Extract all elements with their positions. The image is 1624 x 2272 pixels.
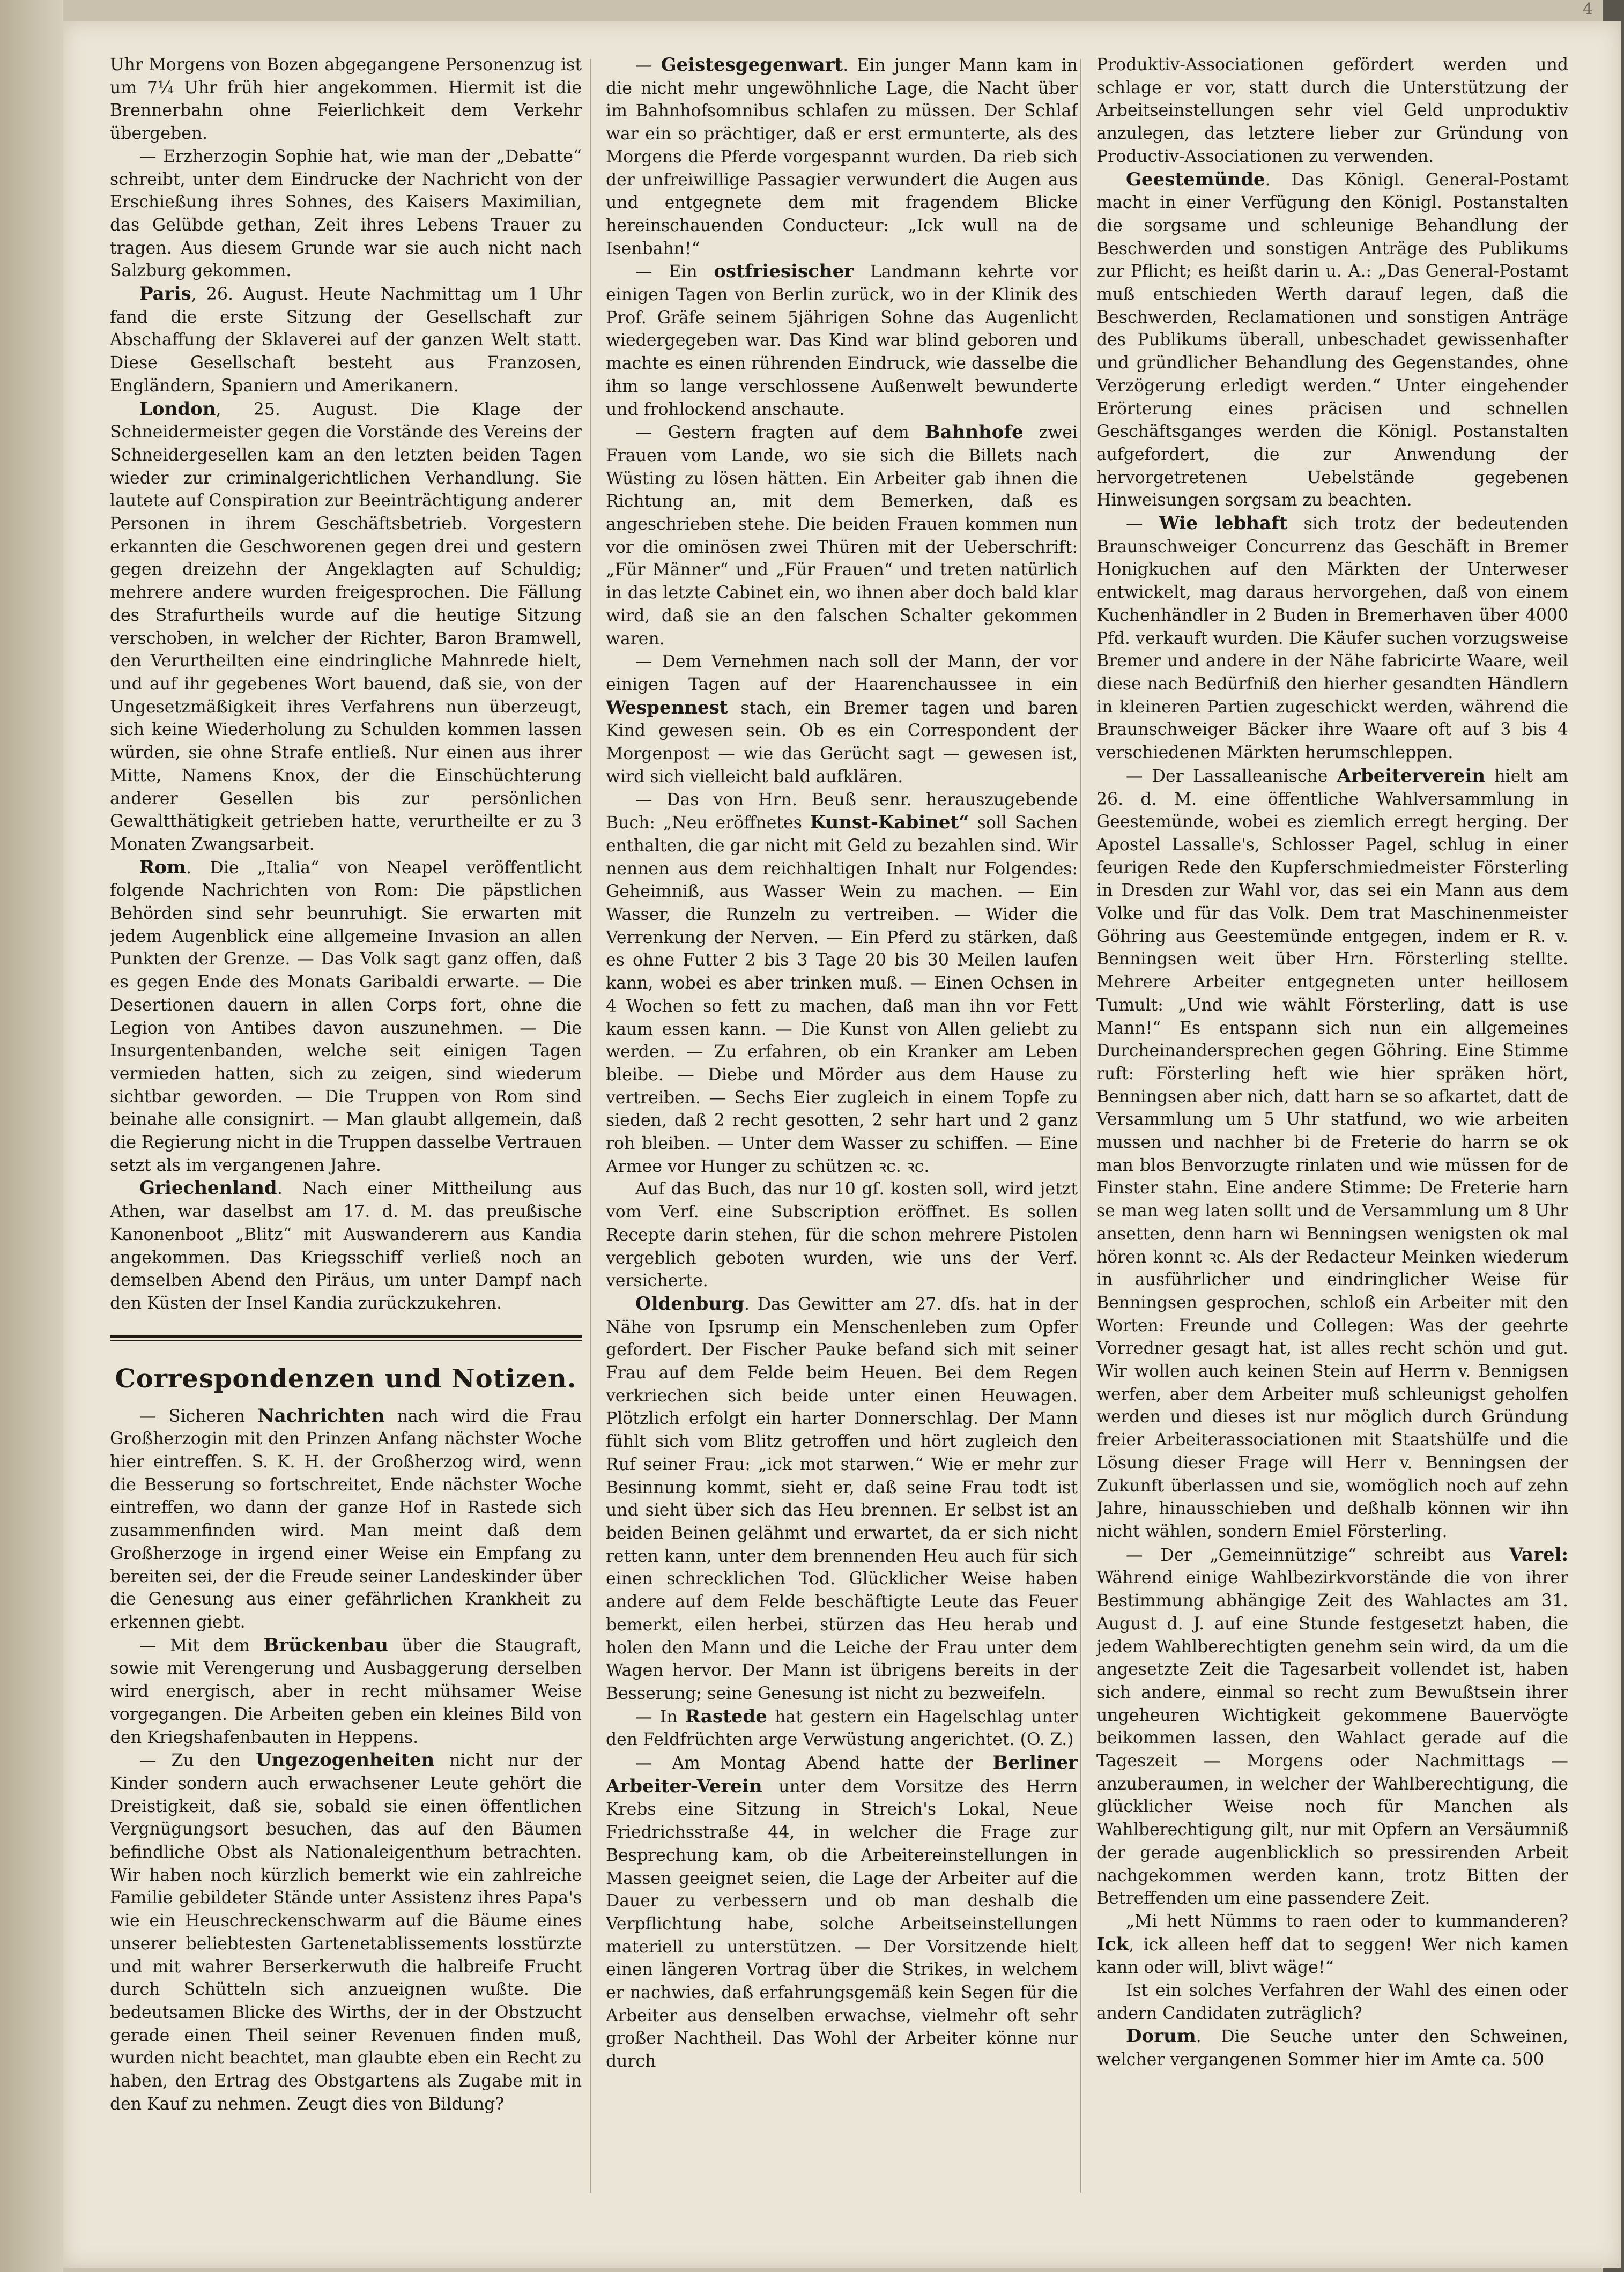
- article-dateline: Geestemünde: [1126, 168, 1265, 190]
- article-paragraph: Paris, 26. August. Heute Nachmittag um 1 Uhr fand die erste Sitzung der Gesellschaft zur Abschaffung der Sklaverei auf der ganzen Welt statt. Diese Gesellschaft besteht aus Franzosen, Engländern, Spaniern und Amerikanern.: [110, 283, 582, 396]
- article-paragraph: — Wie lebhaft sich trotz der bedeutenden Braunschweiger Concurrenz das Geschäft in Bremer Honigkuchen auf den Märkten der Unterweser entwickelt, mag daraus hervorgehen, daß von einem Kuchenhändler in 2 Buden in Bremerhaven über 4000 Pfd. verkauft wurden. Die Käufer suchen vorzugsweise Bremer und andere in der Nähe fabricirte Waare, weil diese nach Bedürfniß den hierher gesandten Händlern in kleineren Partien zugeschickt werden, während die Braunschweiger Bäcker ihre Waare oft auf 3 bis 4 verschiedenen Märkten herumschleppen.: [1096, 513, 1568, 763]
- article-paragraph: — Mit dem Brückenbau über die Staugraft, sowie mit Verengerung und Ausbaggerung derselben wird energisch, aber in recht mühsamer Weise vorgegangen. Die Arbeiten geben ein kleines Bild von den Kriegshafenbauten in Heppens.: [110, 1634, 582, 1747]
- article-dateline: Paris: [139, 283, 191, 305]
- column-3-articles: [1096, 54, 1568, 2071]
- article-paragraph: London, 25. August. Die Klage der Schneidermeister gegen die Vorstände des Vereins der Schneidergesellen kam an den letzten beiden Tagen wieder zur criminalgerichtlichen Verhandlung. Sie lautete auf Conspiration zur Beeinträchtigung anderer Personen in ihrem Geschäftsbetrieb. Vorgestern erkannten die Geschworenen gegen drei und gestern gegen dreizehn der Angeklagten auf Schuldig; mehrere andere wurden freigesprochen. Die Fällung des Strafurtheils wurde auf die heutige Sitzung verschoben, in welcher der Richter, Baron Bramwell, den Verurtheilten eine eindringliche Mahnrede hielt, und auf ihr gegebenes Wort bauend, daß sie, von der Ungesetzmäßigkeit ihres Verfahrens nun überzeugt, sich keine Wiederholung zu Schulden kommen lassen würden, sie ohne Strafe entließ. Nur einen aus ihrer Mitte, Namens Knox, der die Einschüchterung anderer Gesellen bis zur persönlichen Gewaltthätigkeit getrieben hatte, verurtheilte er zu 3 Monaten Zwangsarbeit.: [110, 398, 582, 854]
- article-keyword: Arbeiterverein: [1337, 764, 1486, 786]
- article-paragraph: Uhr Morgens von Bozen abgegangene Personenzug ist um 7¼ Uhr früh hier angekommen. Hiermit ist die Brennerbahn ohne Feierlichkeit dem Verkehr übergeben.: [110, 55, 582, 144]
- article-paragraph: — Der Lassalleanische Arbeiterverein hielt am 26. d. M. eine öffentliche Wahlversammlung in Geestemünde, wobei es ziemlich erregt herging. Der Apostel Lassalle's, Schlosser Pagel, schlug in einer feurigen Rede den Kupferschmiedmeister Försterling in Dresden zur Wahl vor, das sei ein Mann aus dem Volke und für das Volk. Dem trat Maschinenmeister Göhring aus Geestemünde entgegen, indem er R. v. Benningsen weit über Hrn. Försterling stellte. Mehrere Arbeiter entgegneten unter heillosem Tumult: „Und wie wählt Försterling, datt is use Mann!“ Es entspann sich nun ein allgemeines Durcheinandersprechen gegen Göhring. Eine Stimme ruft: Försterling heft wie hier spräken hört, Benningsen aber nich, datt harn se so afkartet, datt de Versammlung um 5 Uhr statfund, wo wie arbeiten mussen und nachher bi de Freterie do harrn se ok man blos Benvorzugte rinlaten und wie müssen for de Finster stahn. Eine andere Stimme: De Freterie harn se man weg laten sollt und de Versammlung um 8 Uhr ansetten, denn harn wi Benningsen wenigsten ok mal hören konnt ꝛc. Als der Redacteur Meinken wiederum in ausführlicher und eindringlicher Weise für Benningsen gesprochen, schloß ein Arbeiter mit den Worten: Freunde und Collegen: Was der geehrte Vorredner gesagt hat, ist alles recht schön und gut. Wir wollen auch keinen Stein auf Herrn v. Bennigsen werfen, aber dem Arbeiter muß schleunigst geholfen werden und dieses ist nur möglich durch Gründung freier Arbeiterassociationen mit Staatshülfe und die Lösung dieser Frage will Herr v. Benningsen der Zukunft überlassen und sie, womöglich noch auf zehn Jahre, hinausschieben und deßhalb können wir ihn nicht wählen, sondern Emiel Försterling.: [1096, 764, 1568, 1541]
- article-keyword: Rastede: [685, 1705, 767, 1727]
- column-2: [606, 54, 1078, 2241]
- article-paragraph: Geestemünde. Das Königl. General-Postamt macht in einer Verfügung den Königl. Postanstalten die sorgsame und schleunige Behandlung der Beschwerden und sonstigen Anträge des Publikums zur Pflicht; es heißt darin u. A.: „Das General-Postamt muß entschieden Werth darauf legen, daß die Beschwerden, Reclamationen und sonstigen Anträge des Publikums überall, unbeschadet gewissenhafter und gründlicher Behandlung des Gegenstandes, ohne Verzögerung erledigt werden.“ Unter eingehender Erörterung eines präcisen und schnellen Geschäftsganges werden die Königl. Postanstalten aufgefordert, die zur Anwendung der hervorgetretenen Uebelstände gegebenen Hinweisungen sorgsam zu beachten.: [1096, 168, 1568, 510]
- article-paragraph: — Dem Vernehmen nach soll der Mann, der vor einigen Tagen auf der Haarenchaussee in ein Wespennest stach, ein Bremer tagen und baren Kind gewesen sein. Ob es ein Correspondent der Morgenpost — wie das Gerücht sagt — gewesen ist, wird sich vielleicht bald aufklären.: [606, 652, 1078, 786]
- column-3: [1096, 54, 1568, 2241]
- article-paragraph: — Ein ostfriesischer Landmann kehrte vor einigen Tagen von Berlin zurück, wo in der Klinik des Prof. Gräfe seinem 5jährigen Sohne das Augenlicht wiedergegeben war. Das Kind war blind geboren und machte es einen rührenden Eindruck, wie dasselbe die ihm so lange verschlossene Außenwelt bewunderte und frohlockend anschaute.: [606, 261, 1078, 419]
- article-keyword: Geistesgegenwart: [661, 54, 843, 76]
- column-1-notices: [110, 1405, 582, 2116]
- page-number: 4: [1582, 0, 1593, 19]
- article-paragraph: Griechenland. Nach einer Mittheilung aus Athen, war daselbst am 17. d. M. das preußische Kanonenboot „Blitz“ mit Auswanderern aus Kandia angekommen. Das Kriegsschiff verließ noch an demselben Abend den Piräus, um unter Dampf nach den Küsten der Insel Kandia zurückzukehren.: [110, 1177, 582, 1313]
- article-paragraph: — Sicheren Nachrichten nach wird die Frau Großherzogin mit den Prinzen Anfang nächster Woche hier eintreffen. S. K. H. der Großherzog wird, wenn die Besserung so fortschreitet, Ende nächster Woche eintreffen, wo dann der ganze Hof in Rastede sich zusammenfinden wird. Man meint daß dem Großherzoge in irgend einer Weise ein Empfang zu bereiten sei, der die Freude seiner Landeskinder über die Genesung aus einer gefährlichen Krankheit zu erkennen giebt.: [110, 1405, 582, 1632]
- column-1-articles: [110, 54, 582, 1315]
- article-paragraph: — Zu den Ungezogenheiten nicht nur der Kinder sondern auch erwachsener Leute gehört die Dreistigkeit, daß sie, sobald sie einen öffentlichen Vergnügungsort besuchen, das auf den Bäumen befindliche Obst als Nationaleigenthum betrachten. Wir haben noch kürzlich bemerkt wie ein zahlreiche Familie gebildeter Stände unter Assistenz ihres Papa's wie ein Heuschreckenschwarm auf die Bäume eines unserer beliebtesten Gartenetablissements losstürzte und mit wahrer Berserkerwuth die halbreife Frucht durch Schütteln sich anzueignen wußte. Die bedeutsamen Blicke des Wirths, der in der Obstzucht gerade einen Theil seiner Revenuen finden muß, wurden nicht beachtet, man glaubte eben ein Recht zu haben, den Ertrag des Obstgartens als Zugabe mit in den Kauf zu nehmen. Zeugt dies von Bildung?: [110, 1749, 582, 2114]
- column-gutter: [1080, 59, 1081, 2193]
- column-gutter: [590, 59, 591, 2193]
- article-keyword: Bahnhofe: [924, 421, 1024, 443]
- article-keyword: Nachrichten: [257, 1405, 385, 1427]
- article-paragraph: „Mi hett Nümms to raen oder to kummanderen? Ick, ick alleen heff dat to seggen! Wer nich kamen kann oder will, blivt wäge!“: [1096, 1911, 1568, 1978]
- article-keyword: Brückenbau: [263, 1634, 388, 1656]
- article-dateline: Dorum: [1126, 2025, 1196, 2047]
- column-1: [110, 54, 582, 2241]
- article-dateline: Rom: [139, 856, 186, 878]
- article-dateline: Oldenburg: [635, 1293, 744, 1315]
- column-2-articles: [606, 54, 1078, 2073]
- article-paragraph: Oldenburg. Das Gewitter am 27. dſs. hat in der Nähe von Ipsrump ein Menschenleben zum Opfer gefordert. Der Fischer Pauke befand sich mit seiner Frau auf dem Felde beim Heuen. Bei dem Regen verkriechen sich beide unter einen Heuwagen. Plötzlich erfolgt ein harter Donnerschlag. Der Mann fühlt sich vom Blitz getroffen und hört zugleich den Ruf seiner Frau: „ick mot starwen.“ Wie er mehr zur Besinnung kommt, sieht er, daß seine Frau todt ist und sieht über sich das Heu brennen. Er selbst ist an beiden Beinen gelähmt und erwartet, da er sich nicht retten kann, unter dem brennenden Heu auch für sich einen schrecklichen Tod. Glücklicher Weise haben andere auf dem Felde beschäftigte Leute das Feuer bemerkt, eilen herbei, stürzen das Heu herab und holen den Mann und die Leiche der Frau unter dem Wagen hervor. Der Mann ist übrigens bereits in der Besserung; seine Genesung ist nicht zu bezweifeln.: [606, 1293, 1078, 1703]
- section-heading: Correspondenzen und Notizen.: [115, 1363, 577, 1394]
- article-paragraph: Auf das Buch, das nur 10 gſ. kosten soll, wird jetzt vom Verf. eine Subscription eröffnet. Es sollen Recepte darin stehen, für die schon mehrere Pistolen vergeblich geboten wurden, wie uns der Verf. versicherte.: [606, 1179, 1078, 1291]
- article-paragraph: Produktiv-Associationen gefördert werden und schlage er vor, statt durch die Unterstützung der Arbeitseinstellungen sehr viel Geld unproduktiv anzulegen, das letztere lieber zur Gründung von Productiv-Associationen zu verwenden.: [1096, 55, 1568, 166]
- article-keyword: ostfriesischer: [714, 261, 854, 283]
- section-rule: [110, 1335, 582, 1338]
- article-paragraph: — In Rastede hat gestern ein Hagelschlag unter den Feldfrüchten arge Verwüstung angerichtet. (O. Z.): [606, 1705, 1078, 1750]
- article-keyword: Ick: [1096, 1933, 1129, 1955]
- section-rule-thin: [110, 1340, 582, 1341]
- article-paragraph: — Gestern fragten auf dem Bahnhofe zwei Frauen vom Lande, wo sie sich die Billets nach Wüsting zu lösen hätten. Ein Arbeiter gab ihnen die Richtung an, mit dem Bemerken, daß es angeschrieben stehe. Die beiden Frauen kommen nun vor die ominösen zwei Thüren mit der Ueberschrift: „Für Männer“ und „Für Frauen“ und treten natürlich in das letzte Cabinet ein, wo ihnen aber doch bald klar wird, daß sie an den falschen Schalter gekommen waren.: [606, 421, 1078, 649]
- article-paragraph: Rom. Die „Italia“ von Neapel veröffentlicht folgende Nachrichten von Rom: Die päpstlichen Behörden sind sehr beunruhigt. Sie erwarten mit jedem Augenblick eine allgemeine Invasion an allen Punkten der Grenze. — Das Volk sagt ganz offen, daß es gegen Ende des Monats Garibaldi erwarte. — Die Desertionen dauern in allen Corps fort, ohne die Legion von Antibes davon auszunehmen. — Die Insurgentenbanden, welche seit einigen Tagen vermieden hatten, sich zu zeigen, sind wiederum sichtbar geworden. — Die Truppen von Rom sind beinahe alle consignirt. — Man glaubt allgemein, daß die Regierung nicht in die Truppen dasselbe Vertrauen setzt als im vergangenen Jahre.: [110, 856, 582, 1175]
- article-keyword: Wie lebhaft: [1159, 513, 1288, 534]
- article-paragraph: Ist ein solches Verfahren der Wahl des einen oder andern Candidaten zuträglich?: [1096, 1981, 1568, 2023]
- article-keyword: Varel:: [1509, 1543, 1568, 1565]
- article-paragraph: Dorum. Die Seuche unter den Schweinen, welcher vergangenen Sommer hier im Amte ca. 500: [1096, 2025, 1568, 2070]
- article-keyword: Wespennest: [606, 696, 728, 718]
- binding-edge: [0, 0, 63, 2272]
- article-dateline: London: [139, 398, 216, 420]
- article-paragraph: — Erzherzogin Sophie hat, wie man der „Debatte“ schreibt, unter dem Eindrucke der Nachricht von der Erschießung ihres Sohnes, des Kaisers Maximilian, das Gelübde gethan, Zeit ihres Lebens Trauer zu tragen. Aus diesem Grunde war sie auch nicht nach Salzburg gekommen.: [110, 146, 582, 281]
- article-paragraph: — Der „Gemeinnützige“ schreibt aus Varel: Während einige Wahlbezirkvorstände die von ihrer Bestimmung abhängige Zeit des Wahlactes am 31. August d. J. auf eine Stunde festgesetzt haben, die jedem Wahlberechtigten genehm sein wird, da um die angesetzte Zeit die Tagesarbeit vollendet ist, haben sich andere, einmal so recht zum Bewußtsein ihrer ungeheuren Wichtigkeit gekommene Bauervögte beikommen lassen, den Wahlact gerade auf die Tageszeit — Morgens oder Nachmittags — anzuberaumen, in welcher der Wahlberechtigung, die glücklicher Weise noch für Manchen als Wahlberechtigung gilt, nur mit Opfern an Versäumniß der gerade augenblicklich so pressirenden Arbeit nachgekommen werden kann, trotz Bitten der Betreffenden um eine passendere Zeit.: [1096, 1543, 1568, 1909]
- article-keyword: Kunst-Kabinet“: [810, 812, 969, 834]
- article-paragraph: — Das von Hrn. Beuß senr. herauszugebende Buch: „Neu eröffnetes Kunst-Kabinet“ soll Sachen enthalten, die gar nicht mit Geld zu bezahlen sind. Wir nennen aus dem reichhaltigen Inhalt nur Folgendes: Geheimniß, aus Wasser Wein zu machen. — Ein Wasser, die Runzeln zu vertreiben. — Wider die Verrenkung der Nerven. — Ein Pferd zu stärken, daß es ohne Futter 2 bis 3 Tage 20 bis 30 Meilen laufen kann, wobei es aber trinken muß. — Einen Ochsen in 4 Wochen so fett zu machen, daß man ihn vor Fett kaum essen kann. — Die Kunst von Allen geliebt zu werden. — Zu erfahren, ob ein Kranker am Leben bleibe. — Diebe und Mörder aus dem Hause zu vertreiben. — Sechs Eier zugleich in einem Topfe zu sieden, daß 2 recht gesotten, 2 sehr hart und 2 ganz roh bleiben. — Unter dem Wasser zu schiffen. — Eine Armee vor Hunger zu schützen ꝛc. ꝛc.: [606, 790, 1078, 1176]
- article-paragraph: — Am Montag Abend hatte der Berliner Arbeiter-Verein unter dem Vorsitze des Herrn Krebs eine Sitzung in Streich's Lokal, Neue Friedrichsstraße 44, in welcher die Frage zur Besprechung kam, ob die Arbeitereinstellungen in Massen geeignet seien, die Lage der Arbeiter auf die Dauer zu verbessern und ob man deshalb die Verpflichtung habe, solche Arbeitseinstellungen materiell zu unterstützen. — Der Vorsitzende hielt einen längeren Vortrag über die Strikes, in welchem er nachwies, daß erfahrungsgemäß kein Segen für die Arbeiter aus denselben erwachse, vielmehr oft sehr großer Nachtheil. Das Wohl der Arbeiter könne nur durch: [606, 1752, 1078, 2071]
- article-paragraph: — Geistesgegenwart. Ein junger Mann kam in die nicht mehr ungewöhnliche Lage, die Nacht über im Bahnhofsomnibus schlafen zu müssen. Der Schlaf war ein so prächtiger, daß er erst ermunterte, als des Morgens die Pferde vorgespannt wurden. Da rieb sich der unfreiwillige Passagier verwundert die Augen aus und entgegnete dem mit fragendem Blicke hereinschauenden Conducteur: „Ick wull na de Isenbahn!“: [606, 54, 1078, 258]
- article-dateline: Griechenland: [139, 1177, 277, 1199]
- article-keyword: Ungezogenheiten: [256, 1749, 435, 1771]
- article-keyword: Berliner Arbeiter-Verein: [606, 1752, 1078, 1797]
